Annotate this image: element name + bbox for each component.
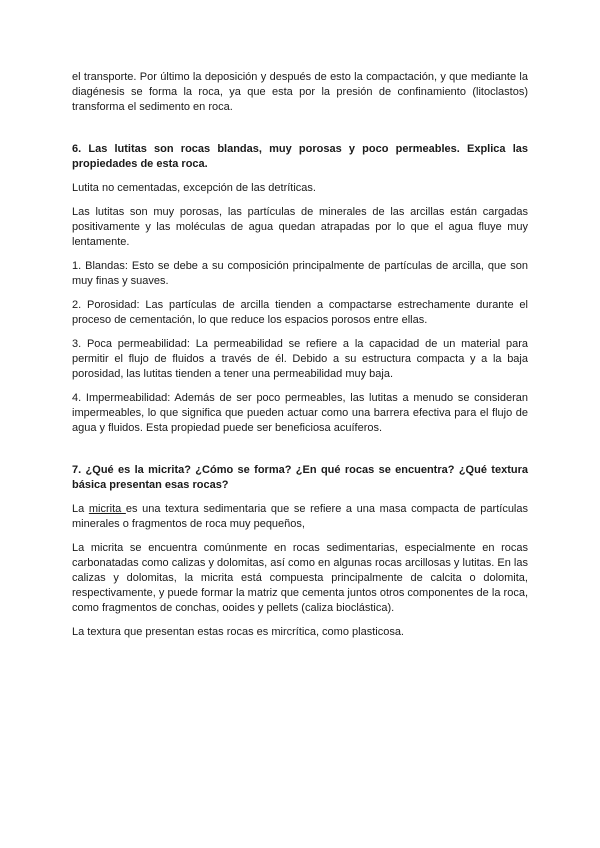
section7-paragraph-occurrence: La micrita se encuentra comúnmente en rocas sedimentarias, especialmente en rocas carbonatadas como calizas y dolomitas, así como en algunas rocas arcillosas y lutitas. En las calizas y dolomitas, la micrita está compuesta principalmente de calcita o dolomita, respectivamente, y puede formar la matriz que cementa juntos otros componentes de la roca, como fragmentos de conchas, ooides y pellets (caliza bioclástica).	[72, 542, 528, 614]
section7-paragraph-definition	[72, 502, 528, 532]
section-spacer	[72, 115, 528, 142]
section6-list-item-blandas: 1. Blandas: Esto se debe a su composición principalmente de partículas de arcilla, que son muy finas y suaves.	[72, 260, 528, 287]
question-7-heading: 7. ¿Qué es la micrita? ¿Cómo se forma? ¿En qué rocas se encuentra? ¿Qué textura básica presentan esas rocas?	[72, 464, 528, 491]
section6-list-item-impermeabilidad: 4. Impermeabilidad: Además de ser poco permeables, las lutitas a menudo se consideran impermeables, lo que significa que pueden actuar como una barrera efectiva para el flujo de agua y fluidos. Esta propiedad puede ser beneficiosa acuíferos.	[72, 392, 528, 434]
question-6-heading: 6. Las lutitas son rocas blandas, muy porosas y poco permeables. Explica las propiedades de esta roca.	[72, 143, 528, 170]
section6-paragraph: Las lutitas son muy porosas, las partículas de minerales de las arcillas están cargadas positivamente y las moléculas de agua quedan atrapadas por lo que el agua fluye muy lentamente.	[72, 206, 528, 248]
section6-list-item-permeabilidad: 3. Poca permeabilidad: La permeabilidad se refiere a la capacidad de un material para permitir el flujo de fluidos a través de él. Debido a su estructura compacta y a la baja porosidad, las lutitas tienden a tener una permeabilidad muy baja.	[72, 338, 528, 380]
definition-text: es una textura sedimentaria que se refiere a una masa compacta de partículas minerales o fragmentos de roca muy pequeños,	[72, 503, 528, 530]
section6-list-item-porosidad: 2. Porosidad: Las partículas de arcilla tienden a compactarse estrechamente durante el proceso de cementación, lo que reduce los espacios porosos entre ellas.	[72, 299, 528, 326]
micrita-underlined-term: micrita	[88, 503, 126, 515]
section-spacer	[72, 436, 528, 463]
definition-prefix: La	[72, 503, 89, 515]
section7-paragraph-texture: La textura que presentan estas rocas es mircrítica, como plasticosa.	[72, 626, 404, 638]
section6-paragraph: Lutita no cementadas, excepción de las detríticas.	[72, 182, 316, 194]
intro-paragraph: el transporte. Por último la deposición y después de esto la compactación, y que mediante la diagénesis se forma la roca, ya que esta por la presión de confinamiento (litoclastos) transforma el sedimento en roca.	[72, 71, 528, 113]
document-page	[72, 70, 528, 649]
